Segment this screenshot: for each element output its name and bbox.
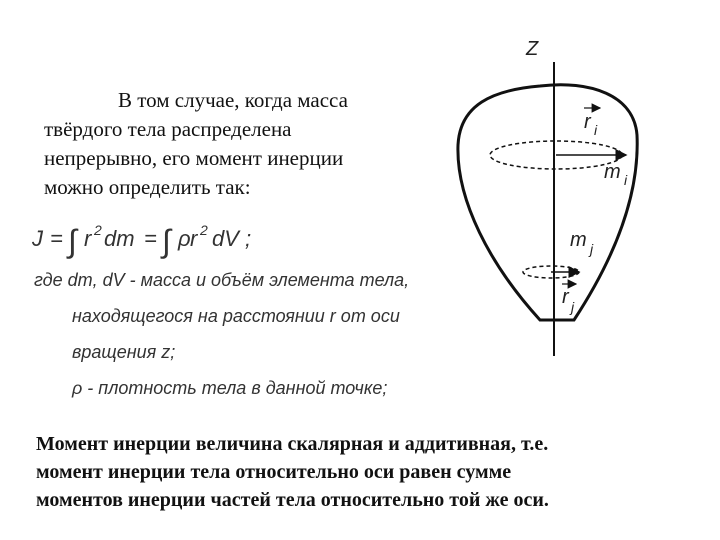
formula-integral-2: ∫ <box>162 223 171 259</box>
formula-equals-2: = <box>144 226 157 251</box>
formula-J: J <box>32 226 43 251</box>
body-outline <box>458 85 637 320</box>
r-i-subscript: i <box>594 122 598 138</box>
formula-r-2: r <box>190 226 198 251</box>
summary-line-1: Момент инерции величина скалярная и аддитивная, т.е. <box>36 433 549 455</box>
formula-square-1: 2 <box>94 222 102 238</box>
m-i-label: m <box>604 161 621 183</box>
m-j-subscript: j <box>590 241 594 257</box>
formula-r: r <box>84 226 92 251</box>
formula-equals-1: = <box>50 226 63 251</box>
definition-line-1: где dm, dV - масса и объём элемента тела, <box>34 270 410 290</box>
definition-line-2: находящегося на расстоянии r от оси <box>72 306 400 326</box>
intro-line-3: непрерывно, его момент инерции <box>44 146 344 170</box>
summary-line-3: моментов инерции частей тела относительно той же оси. <box>36 489 549 511</box>
formula-dm: dm <box>104 226 135 251</box>
definition-line-3: вращения z; <box>72 342 176 362</box>
r-i-label: r <box>584 111 591 133</box>
intro-line-4: можно определить так: <box>44 175 251 199</box>
formula-integral-1: ∫ <box>68 223 77 259</box>
m-i-subscript: i <box>624 172 628 188</box>
formula-rho: ρ <box>178 226 191 251</box>
formula-dV: dV <box>212 226 239 251</box>
summary-paragraph <box>36 430 706 514</box>
definition-line-4: ρ - плотность тела в данной точке; <box>72 378 388 398</box>
axis-label-z: Z <box>526 38 539 60</box>
intro-line-2: твёрдого тела распределена <box>44 117 292 141</box>
formula-square-2: 2 <box>200 222 208 238</box>
m-j-label: m <box>570 229 587 251</box>
r-j-label: r <box>562 286 569 308</box>
intro-line-1: В том случае, когда масса <box>118 88 348 112</box>
r-j-subscript: j <box>571 299 575 315</box>
formula-semicolon: ; <box>245 226 252 251</box>
summary-line-2: момент инерции тела относительно оси равен сумме <box>36 461 512 483</box>
